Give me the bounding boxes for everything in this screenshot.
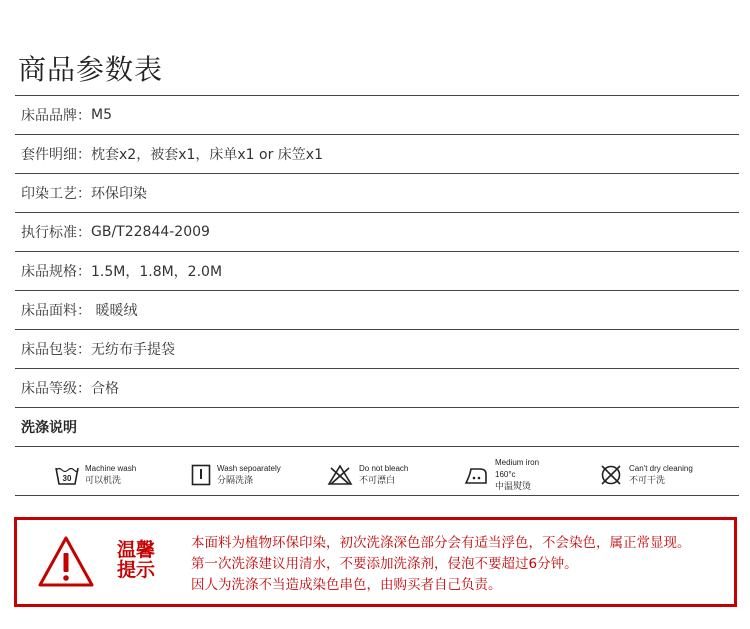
param-value: 1.5M，1.8M，2.0M bbox=[91, 264, 223, 280]
param-label: 套件明细： bbox=[21, 147, 91, 163]
param-label: 床品等级： bbox=[21, 381, 91, 397]
param-row-standard bbox=[15, 213, 739, 252]
wash-en-label: Do not bleach bbox=[359, 464, 409, 473]
wash-zh-label: 中温熨烫 bbox=[495, 482, 532, 492]
param-label: 床品品牌： bbox=[21, 108, 91, 124]
wash-en-label: Medium iron 160°c bbox=[495, 458, 540, 479]
machine-wash-30-icon bbox=[55, 464, 79, 486]
param-row-package bbox=[15, 330, 739, 369]
wash-item-machine bbox=[15, 463, 151, 487]
param-label: 床品包装： bbox=[21, 342, 91, 358]
wash-section-title: 洗涤说明 bbox=[15, 408, 739, 447]
notice-label-top: 温馨 bbox=[116, 539, 155, 561]
params-table bbox=[15, 95, 739, 447]
wash-icons-row bbox=[15, 455, 739, 496]
param-row-brand bbox=[15, 96, 739, 135]
wash-en-label: Wash sepoarately bbox=[217, 464, 281, 473]
param-label: 床品规格： bbox=[21, 264, 91, 280]
param-label: 印染工艺： bbox=[21, 186, 91, 202]
wash-separately-icon bbox=[191, 464, 211, 486]
notice-line: 因人为洗涤不当造成染色串色，由购买者自己负责。 bbox=[191, 577, 502, 593]
param-value: M5 bbox=[91, 107, 112, 123]
wash-item-iron bbox=[423, 457, 559, 493]
param-row-print bbox=[15, 174, 739, 213]
wash-item-bleach bbox=[287, 463, 423, 487]
param-value: 暖暖绒 bbox=[91, 303, 138, 319]
wash-zh-label: 分隔洗涤 bbox=[217, 476, 254, 486]
param-row-size bbox=[15, 252, 739, 291]
param-row-fabric bbox=[15, 291, 739, 330]
notice-line: 本面料为植物环保印染，初次洗涤深色部分会有适当浮色，不会染色，属正常显现。 bbox=[191, 535, 691, 551]
do-not-bleach-icon bbox=[327, 464, 353, 486]
notice-box bbox=[14, 517, 737, 607]
wash-item-separately bbox=[151, 463, 287, 487]
param-value: 无纺布手提袋 bbox=[91, 342, 175, 358]
param-row-grade bbox=[15, 369, 739, 408]
page-title: 商品参数表 bbox=[18, 53, 164, 86]
notice-line: 第一次洗涤建议用清水，不要添加洗涤剂，侵泡不要超过6分钟。 bbox=[191, 556, 578, 572]
param-value: 合格 bbox=[91, 381, 119, 397]
no-dry-clean-icon bbox=[599, 464, 623, 486]
param-value: GB/T22844-2009 bbox=[91, 224, 210, 240]
param-value: 环保印染 bbox=[91, 186, 147, 202]
wash-temp-badge: 30 bbox=[62, 474, 72, 483]
wash-zh-label: 不可漂白 bbox=[359, 476, 396, 486]
wash-zh-label: 可以机洗 bbox=[85, 476, 122, 486]
notice-text bbox=[191, 533, 691, 596]
notice-label bbox=[113, 540, 159, 580]
wash-en-label: Can't dry cleaning bbox=[629, 464, 693, 473]
wash-en-label: Machine wash bbox=[85, 464, 137, 473]
wash-item-dry-clean bbox=[559, 463, 695, 487]
param-row-set bbox=[15, 135, 739, 174]
warning-triangle-icon bbox=[37, 535, 95, 589]
param-value: 枕套x2，被套x1，床单x1 or 床笠x1 bbox=[91, 147, 323, 163]
param-label: 执行标准： bbox=[21, 225, 91, 241]
wash-zh-label: 不可干洗 bbox=[629, 476, 666, 486]
notice-label-bottom: 提示 bbox=[116, 559, 155, 581]
medium-iron-icon bbox=[463, 464, 489, 486]
param-label: 床品面料： bbox=[21, 303, 91, 319]
